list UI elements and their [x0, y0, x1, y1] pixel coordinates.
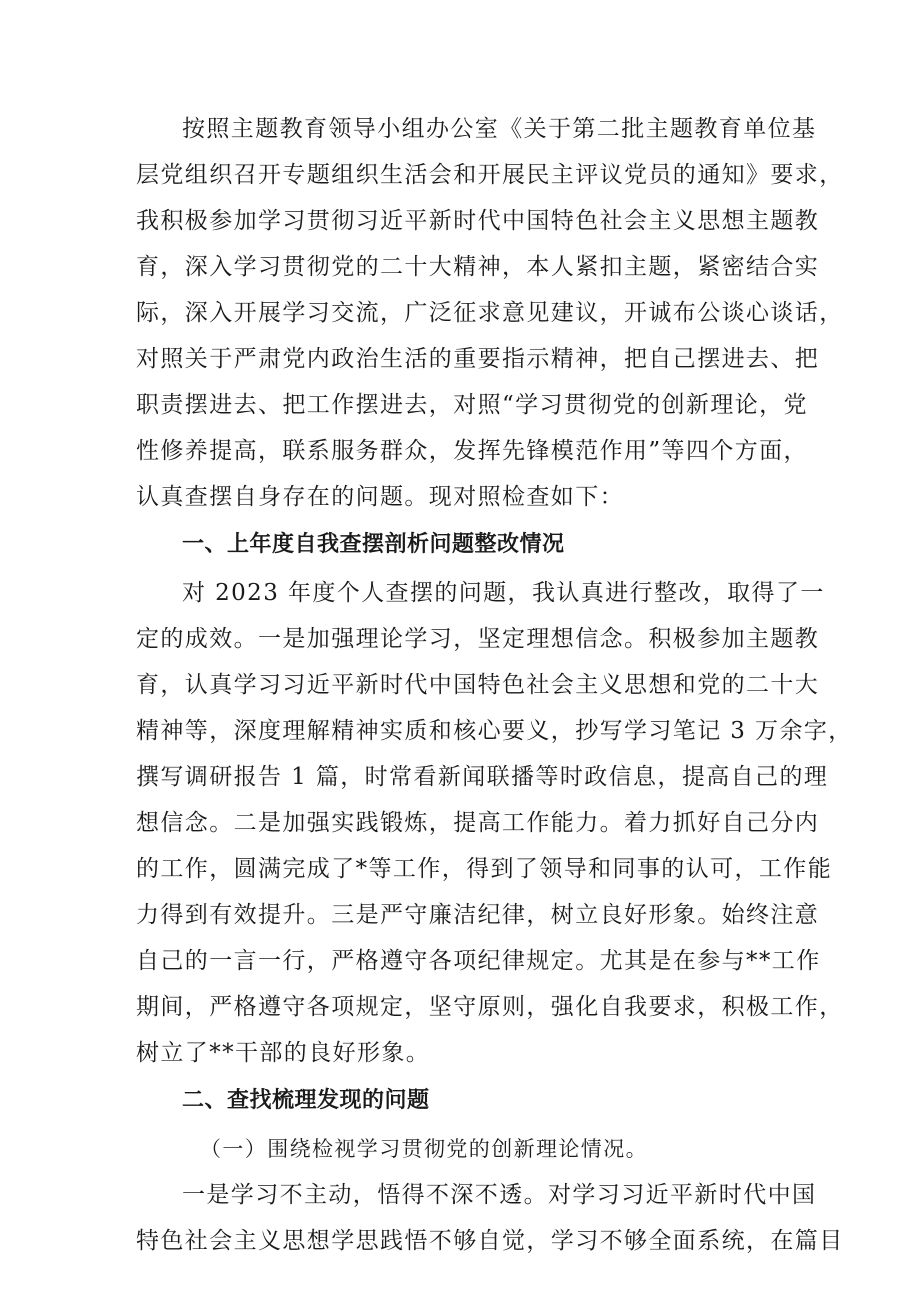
intro-line: 职责摆进去、把工作摆进去，对照“学习贯彻党的创新理论，党	[136, 392, 808, 418]
intro-line: 对照关于严肃党内政治生活的重要指示精神，把自己摆进去、把	[136, 346, 820, 372]
intro-line: 际，深入开展学习交流，广泛征求意见建议，开诚布公谈心谈话，	[136, 300, 844, 326]
intro-line: 按照主题教育领导小组办公室《关于第二批主题教育单位基	[182, 116, 817, 142]
section-1-line: 想信念。二是加强实践锻炼，提高工作能力。着力抓好自己分内	[136, 810, 820, 836]
subsection-1-line: 特色社会主义思想学思践悟不够自觉，学习不够全面系统，在篇目	[136, 1228, 844, 1254]
section-1-line: 力得到有效提升。三是严守廉洁纪律，树立良好形象。始终注意	[136, 902, 820, 928]
document-body	[136, 106, 853, 1264]
subsection-1-line: 一是学习不主动，悟得不深不透。对学习习近平新时代中国	[182, 1182, 817, 1208]
intro-line: 性修养提高，联系服务群众，发挥先锋模范作用”等四个方面，	[136, 438, 808, 464]
section-1-line: 树立了**干部的良好形象。	[136, 1040, 431, 1066]
section-1-line: 自己的一言一行，严格遵守各项纪律规定。尤其是在参与**工作	[136, 948, 821, 974]
section-1-heading: 一、上年度自我查摆剖析问题整改情况	[182, 532, 565, 557]
section-1-line: 对 2023 年度个人查摆的问题，我认真进行整改，取得了一	[182, 580, 825, 606]
intro-line: 育，深入学习贯彻党的二十大精神，本人紧扣主题，紧密结合实	[136, 254, 820, 280]
section-1-line: 期间，严格遵守各项规定，坚守原则，强化自我要求，积极工作，	[136, 994, 844, 1020]
section-1-line: 的工作，圆满完成了*等工作，得到了领导和同事的认可，工作能	[136, 856, 833, 882]
section-1-line: 育，认真学习习近平新时代中国特色社会主义思想和党的二十大	[136, 672, 820, 698]
section-1-line: 定的成效。一是加强理论学习，坚定理想信念。积极参加主题教	[136, 626, 820, 652]
section-2-heading: 二、查找梳理发现的问题	[182, 1088, 430, 1113]
intro-line: 认真查摆自身存在的问题。现对照检查如下：	[136, 484, 624, 510]
section-1-line: 撰写调研报告 1 篇，时常看新闻联播等时政信息，提高自己的理	[136, 764, 829, 790]
intro-line: 层党组织召开专题组织生活会和开展民主评议党员的通知》要求，	[136, 162, 844, 188]
intro-line: 我积极参加学习贯彻习近平新时代中国特色社会主义思想主题教	[136, 208, 820, 234]
subsection-1-heading: （一）围绕检视学习贯彻党的创新理论情况。	[200, 1137, 648, 1161]
section-1-line: 精神等，深度理解精神实质和核心要义，抄写学习笔记 3 万余字，	[136, 718, 853, 744]
